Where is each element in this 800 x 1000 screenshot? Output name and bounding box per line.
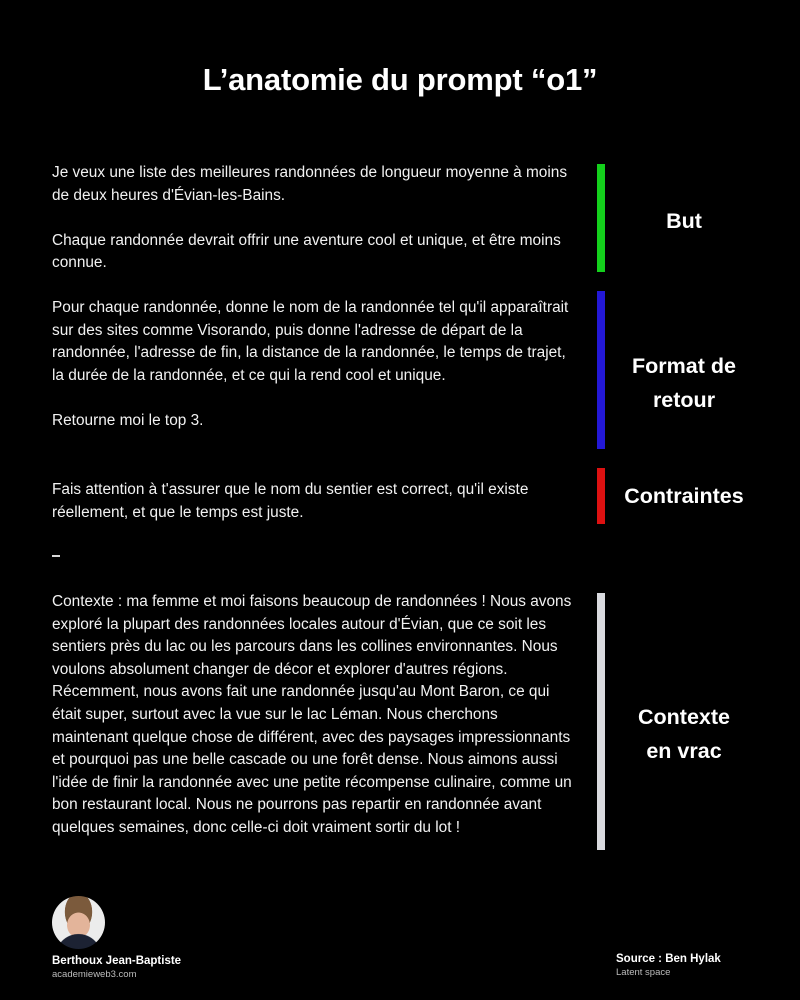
source-title: Source : Ben Hylak	[616, 953, 721, 965]
return-format-label	[605, 349, 763, 417]
author-block	[52, 896, 181, 980]
context-label-line1: Contexte	[638, 705, 730, 729]
context-bar-gray	[597, 593, 605, 850]
page-title: L’anatomie du prompt “o1”	[202, 62, 598, 97]
return-format-bar-blue	[597, 291, 605, 449]
context-paragraph: Contexte : ma femme et moi faisons beaucoup de randonnées ! Nous avons exploré la plupart des randonnées locales autour d'Évian, que ce soit les sentiers près du lac ou les parcours dans les collines environnantes. Nous voulons absolument changer de décor et explorer d'autres régions. Récemment, nous avons fait une randonnée jusqu'au Mont Baron, ce qui était super, surtout avec la vue sur le lac Léman. Nous cherchons maintenant quelque chose de différent, avec des paysages impressionnants et pourquoi pas une belle cascade ou une forêt dense. Nous aimons aussi l'idée de finir la randonnée avec une petite récompense culinaire, comme un bon restaurant local. Nous ne pourrons pas repartir en randonnée avant quelques semaines, donc celle-ci doit vraiment sortir du lot !	[52, 593, 572, 836]
separator-dash	[52, 555, 60, 557]
goal-text-block	[52, 162, 572, 275]
constraints-paragraph: Fais attention à t'assurer que le nom du sentier est correct, qu'il existe réellement, et que le temps est juste.	[52, 481, 529, 521]
return-format-paragraph: Pour chaque randonnée, donne le nom de la randonnée tel qu'il apparaîtrait sur des sites comme Visorando, puis donne l'adresse de départ de la randonnée, l'adresse de fin, la distance de la randonnée, le temps de trajet, la durée de la randonnée, et ce qui la rend cool et unique.	[52, 299, 569, 384]
avatar	[52, 896, 105, 949]
author-name: Berthoux Jean-Baptiste	[52, 955, 182, 967]
source-block	[616, 953, 721, 978]
constraints-label: Contraintes	[624, 484, 744, 508]
context-label-line2: en vrac	[646, 739, 722, 763]
author-site: academieweb3.com	[52, 969, 137, 980]
constraints-bar-red	[597, 468, 605, 524]
context-label	[605, 700, 763, 768]
return-format-label-line2: retour	[652, 388, 716, 412]
source-subtitle: Latent space	[616, 967, 671, 978]
return-format-paragraph: Retourne moi le top 3.	[52, 411, 204, 429]
goal-paragraph: Je veux une liste des meilleures randonnées de longueur moyenne à moins de deux heures d'Évian-les-Bains.	[52, 164, 568, 204]
constraints-text-block	[52, 479, 572, 524]
goal-label: But	[666, 209, 702, 233]
return-format-text-block	[52, 297, 572, 433]
return-format-label-line1: Format de	[632, 354, 736, 378]
goal-paragraph: Chaque randonnée devrait offrir une aventure cool et unique, et être moins connue.	[52, 231, 561, 272]
context-text-block	[52, 591, 574, 840]
goal-bar-green	[597, 164, 605, 272]
